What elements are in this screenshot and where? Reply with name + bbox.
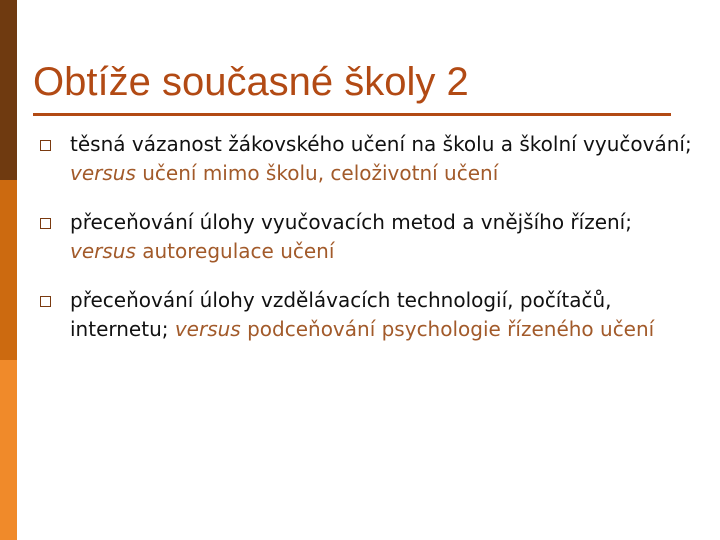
- bullet-text-main: přeceňování úlohy vzdělávacích technologií, počítačů, internetu;: [70, 288, 612, 341]
- bullet-text-contrast: učení mimo školu, celoživotní učení: [135, 161, 499, 185]
- side-bar-mid: [0, 180, 17, 360]
- square-bullet-icon: [40, 140, 51, 151]
- bullet-text-contrast: autoregulace učení: [135, 239, 335, 263]
- bullet-text: [70, 130, 700, 188]
- bullet-item: [40, 130, 700, 188]
- side-bar-light: [0, 360, 17, 540]
- bullet-list: [40, 130, 700, 364]
- bullet-text-versus: versus: [70, 161, 136, 185]
- bullet-text-versus: versus: [174, 317, 241, 341]
- bullet-text: [70, 286, 700, 344]
- title-underline: [33, 113, 671, 116]
- bullet-item: [40, 208, 700, 266]
- bullet-text: [70, 208, 700, 266]
- bullet-text-versus: versus: [70, 239, 136, 263]
- square-bullet-icon: [40, 296, 51, 307]
- slide-title: Obtíže současné školy 2: [33, 60, 469, 104]
- bullet-text-main: těsná vázanost žákovského učení na školu a školní vyučování;: [70, 132, 692, 156]
- bullet-text-contrast: podceňování psychologie řízeného učení: [240, 317, 655, 341]
- bullet-text-main: přeceňování úlohy vyučovacích metod a vnějšího řízení;: [70, 210, 632, 234]
- side-bar-dark: [0, 0, 17, 180]
- square-bullet-icon: [40, 218, 51, 229]
- bullet-item: [40, 286, 700, 344]
